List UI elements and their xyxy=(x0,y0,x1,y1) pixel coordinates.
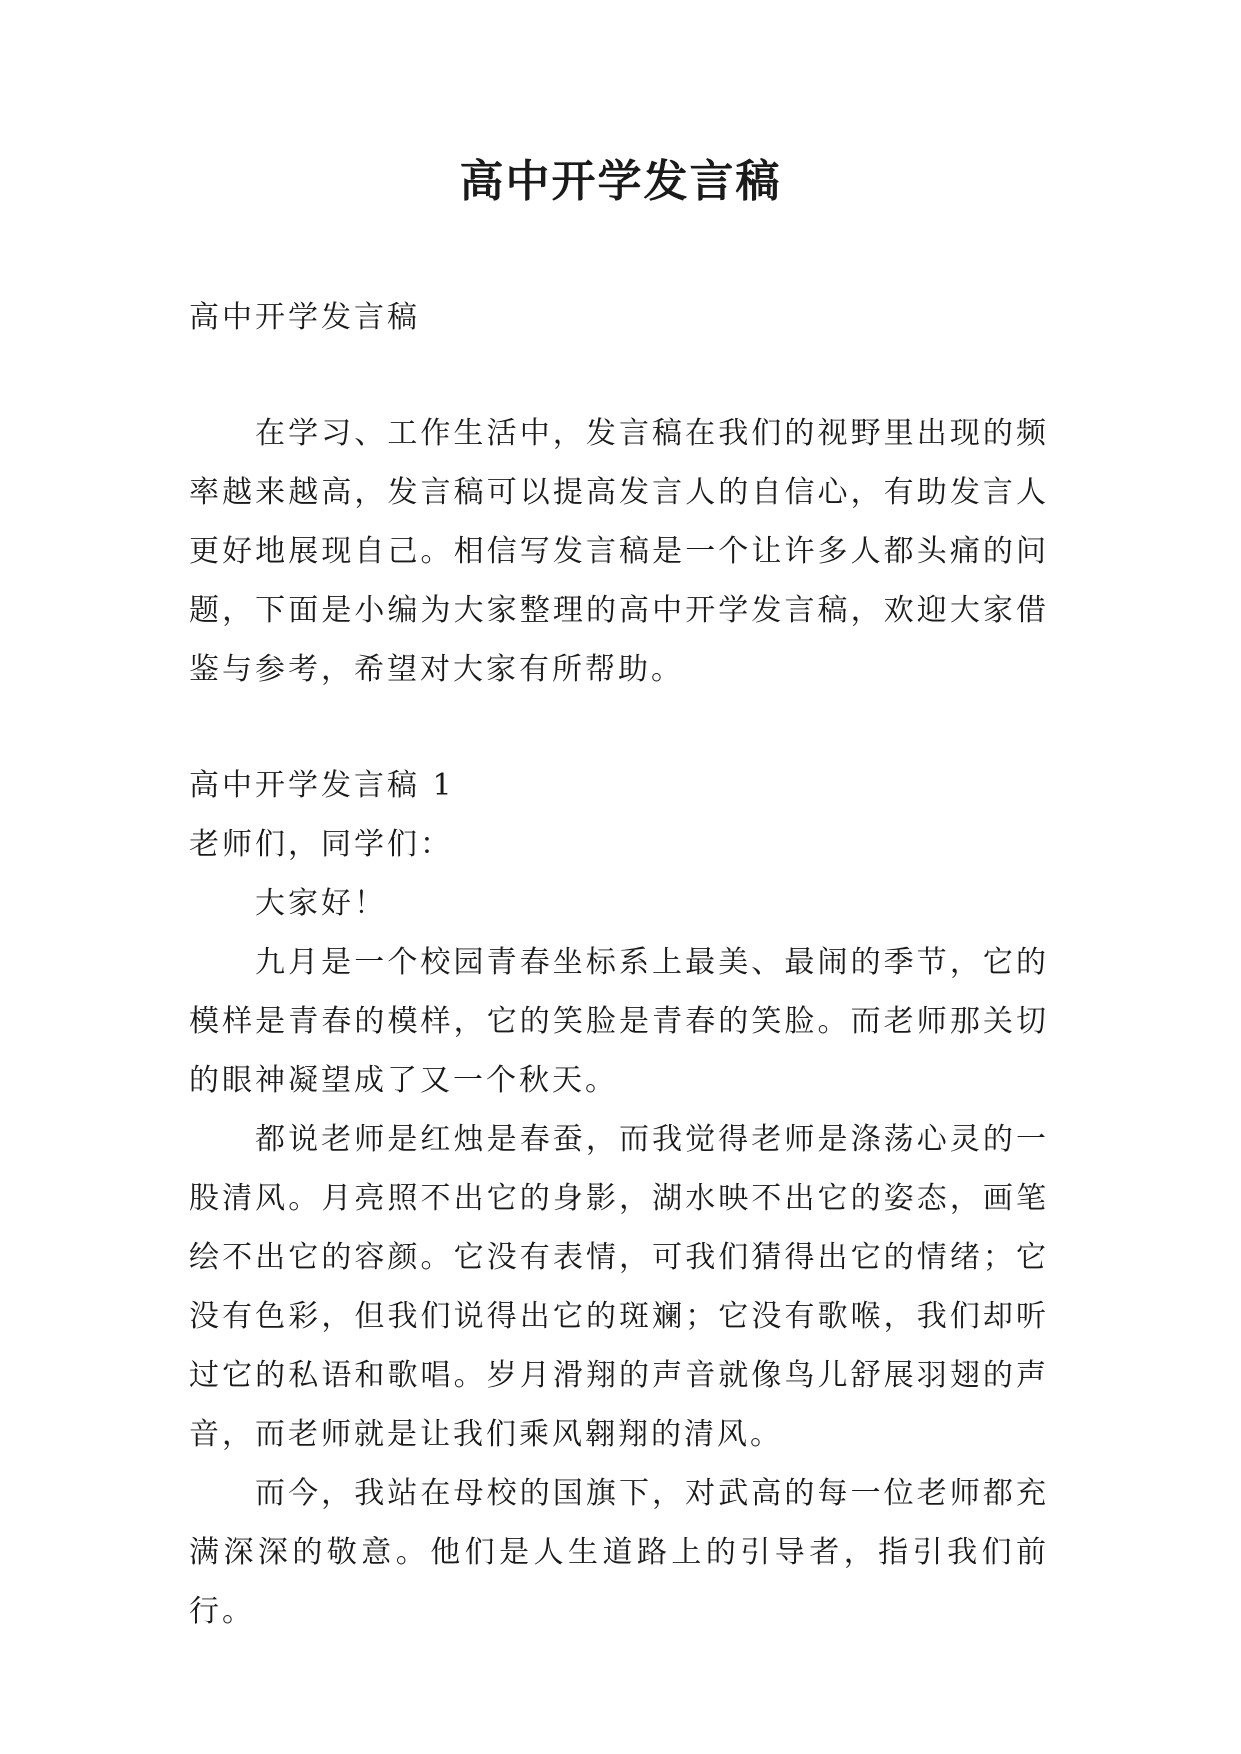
section-heading: 高中开学发言稿 1 xyxy=(189,768,455,803)
salutation: 老师们，同学们： xyxy=(189,827,453,862)
body-paragraph: 而今，我站在母校的国旗下，对武高的每一位老师都充满深深的敬意。他们是人生道路上的引导者，指引我们前行。 xyxy=(189,1476,1049,1629)
document-body xyxy=(189,288,1049,1641)
greeting: 大家好！ xyxy=(255,886,387,921)
document-title: 高中开学发言稿 xyxy=(459,156,782,207)
intro-paragraph: 在学习、工作生活中，发言稿在我们的视野里出现的频率越来越高，发言稿可以提高发言人的自信心，有助发言人更好地展现自己。相信写发言稿是一个让许多人都头痛的问题，下面是小编为大家整理的高中开学发言稿，欢迎大家借鉴与参考，希望对大家有所帮助。 xyxy=(189,416,1049,687)
body-paragraph: 都说老师是红烛是春蚕，而我觉得老师是涤荡心灵的一股清风。月亮照不出它的身影，湖水映不出它的姿态，画笔绘不出它的容颜。它没有表情，可我们猜得出它的情绪；它没有色彩，但我们说得出它的斑斓；它没有歌喉，我们却听过它的私语和歌唱。岁月滑翔的声音就像鸟儿舒展羽翅的声音，而老师就是让我们乘风翱翔的清风。 xyxy=(189,1122,1049,1452)
document-subtitle: 高中开学发言稿 xyxy=(189,300,420,335)
body-paragraph: 九月是一个校园青春坐标系上最美、最闹的季节，它的模样是青春的模样，它的笑脸是青春的笑脸。而老师那关切的眼神凝望成了又一个秋天。 xyxy=(189,945,1049,1098)
